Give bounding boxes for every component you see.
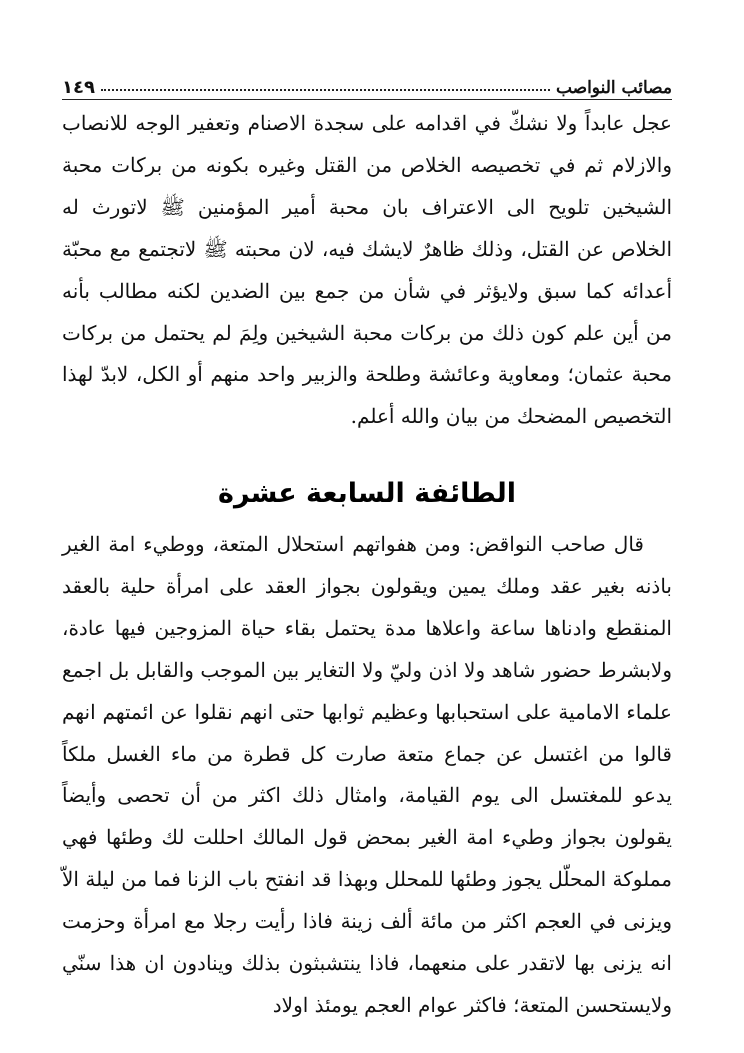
section-title: الطائفة السابعة عشرة xyxy=(218,478,516,509)
paragraph-2 xyxy=(62,524,672,1027)
page-header xyxy=(62,64,672,98)
page-number: ١٤٩ xyxy=(62,77,95,98)
running-title: مصائب النواصب xyxy=(555,78,672,98)
paragraph-1: عجل عابداً ولا نشكّ في اقدامه على سجدة الاصنام وتعفير الوجه للانصاب والازلام ثم في تخصيصه الخلاص من القتل وغيره بكونه من بركات محبة الشيخين تلويح الى الاعتراف بان محبة أمير المؤمنين ﷺ لاتورث له الخلاص عن القتل، وذلك ظاهرٌ لايشك فيه، لان محبته ﷺ لاتجتمع مع محبّة أعدائه كما سبق ولايؤثر في شأن من جمع بين الضدين لكنه مطالب بأنه من أين علم كون ذلك من بركات محبة الشيخين ولِمَ لم يحتمل من بركات محبة عثمان؛ ومعاوية وعائشة وطلحة والزبير واحد منهم أو الكل، لابدّ لهذا التخصيص المضحك من بيان والله أعلم. xyxy=(62,111,672,429)
paragraph-2-text: قال صاحب النواقض: ومن هفواتهم استحلال المتعة، ووطيء امة الغير باذنه بغير عقد وملك يمين ويقولون بجواز العقد على امرأة حلية بالعقد المنقطع وادناها ساعة واعلاها مدة يحتمل بقاء حياة المزوجين فيها عادة، ولابشرط حضور شاهد ولا اذن وليّ ولا التغاير بين الموجب والقابل بل اجمع علماء الامامية على استحبابها وعظيم ثوابها حتى انهم نقلوا عن ائمتهم انهم قالوا من اغتسل عن جماع متعة صارت كل قطرة من ماء الغسل ملكاً يدعو للمغتسل الى يوم القيامة، وامثال ذلك اكثر من أن تحصى وأيضاً يقولون بجواز وطيء امة الغير بمحض قول المالك احللت لك وطئها فهي مملوكة المحلّل يجوز وطئها للمحلل وبهذا قد انفتح باب الزنا فما من ليلة الاّ ويزنى في العجم اكثر من مائة ألف زينة فاذا رأيت رجلا مع امرأة وحزمت انه يزنى بها لاتقدر على منعهما، فاذا ينتشبثون بذلك وينادون ان هذا سنّي ولايستحسن المتعة؛ فاكثر عوام العجم يومئذ اولاد xyxy=(62,532,672,1017)
dot-leader xyxy=(101,89,550,91)
header-rule xyxy=(62,99,672,100)
